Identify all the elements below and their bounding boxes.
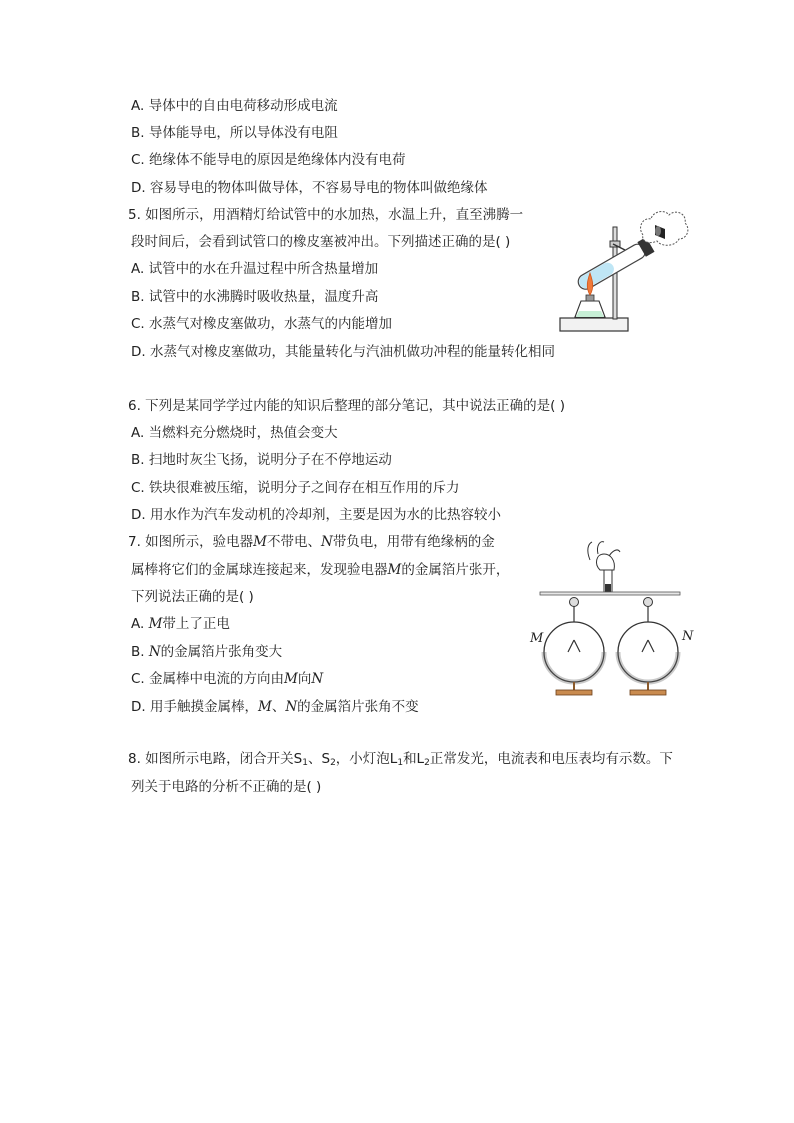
q8-stem-line1: 8. 如图所示电路，闭合开关$S_1$、$S_2$，小灯泡$L_1$和$L_2$正常发光，电流表和电压表均有示数。下 [128,751,673,768]
q4-option-a: A. 导体中的自由电荷移动形成电流 [131,98,338,114]
test-tube-figure [555,205,690,335]
q4-option-d: D. 容易导电的物体叫做导体，不容易导电的物体叫做绝缘体 [131,180,488,196]
q7-option-c: C. 金属棒中电流的方向由M向N [131,671,324,687]
label-m: M [530,631,544,646]
q6-option-c: C. 铁块很难被压缩，说明分子之间存在相互作用的斥力 [131,480,460,496]
q4-option-c: C. 绝缘体不能导电的原因是绝缘体内没有电荷 [131,152,406,168]
q5-stem-line1: 5. 如图所示，用酒精灯给试管中的水加热，水温上升，直至沸腾一 [128,207,524,223]
label-n: N [682,629,694,644]
q5-option-b: B. 试管中的水沸腾时吸收热量，温度升高 [131,289,379,305]
q7-option-a: A. M带上了正电 [131,616,230,632]
q7-option-d: D. 用手触摸金属棒，M、N的金属箔片张角不变 [131,699,419,715]
q7-stem-line1: 7. 如图所示，验电器M不带电、N带负电，用带有绝缘柄的金 [128,534,495,550]
q7-stem-line3: 下列说法正确的是( ) [131,589,254,605]
q8-stem-line2: 列关于电路的分析不正确的是( ) [131,779,322,795]
q5-option-d: D. 水蒸气对橡皮塞做功，其能量转化与汽油机做功冲程的能量转化相同 [131,344,555,360]
electroscope-n-symbol: N [321,534,333,550]
q6-option-a: A. 当燃料充分燃烧时，热值会变大 [131,425,338,441]
q4-option-b: B. 导体能导电，所以导体没有电阻 [131,125,338,141]
q5-option-c: C. 水蒸气对橡皮塞做功，水蒸气的内能增加 [131,316,393,332]
electroscope-figure [528,540,698,700]
q6-option-d: D. 用水作为汽车发动机的冷却剂，主要是因为水的比热容较小 [131,507,501,523]
q5-stem-line2: 段时间后，会看到试管口的橡皮塞被冲出。下列描述正确的是( ) [131,234,511,250]
q6-stem: 6. 下列是某同学学过内能的知识后整理的部分笔记，其中说法正确的是( ) [128,398,565,414]
q5-option-a: A. 试管中的水在升温过程中所含热量增加 [131,261,379,277]
q7-option-b: B. N的金属箔片张角变大 [131,644,283,660]
electroscope-m-symbol: M [253,534,267,550]
q6-option-b: B. 扫地时灰尘飞扬，说明分子在不停地运动 [131,452,392,468]
q7-stem-line2: 属棒将它们的金属球连接起来，发现验电器M的金属箔片张开， [131,562,510,578]
